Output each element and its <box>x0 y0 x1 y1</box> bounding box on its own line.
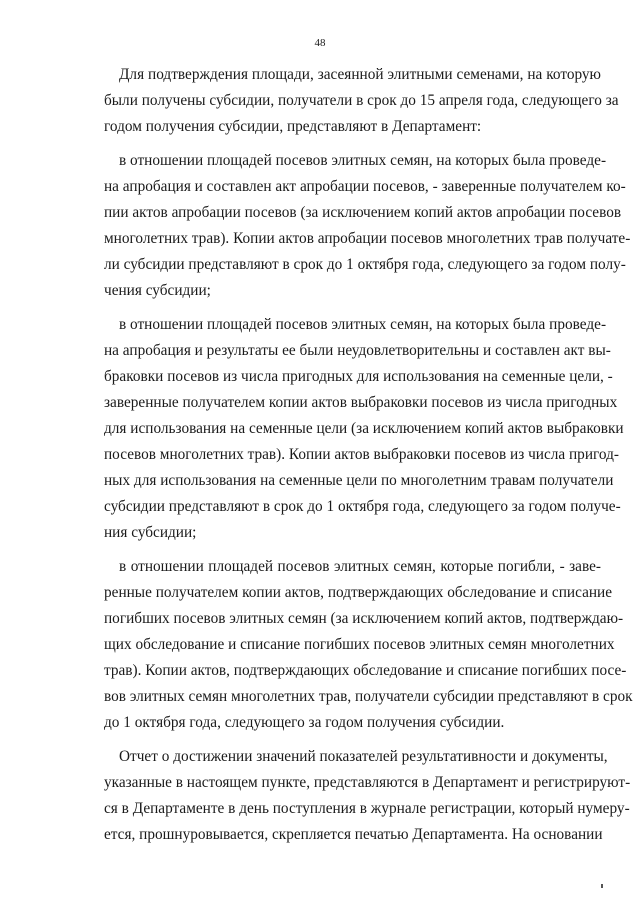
paragraph-2-line-1: в отношении площадей посевов элитных семян, на которых была проведе- <box>119 152 607 169</box>
paragraph-3-line-9: ния субсидии; <box>104 524 197 541</box>
paragraph-4-line-3: погибших посевов элитных семян (за исключением копий актов, подтверждаю- <box>104 610 624 627</box>
page-number: 48 <box>314 37 326 49</box>
paragraph-5-line-1: Отчет о достижении значений показателей результативности и документы, <box>119 748 608 765</box>
paragraph-2-line-2: на апробация и составлен акт апробации посевов, - заверенные получателем ко- <box>104 178 626 195</box>
paragraph-4-line-4: щих обследование и списание погибших посевов элитных семян многолетних <box>104 636 615 653</box>
paragraph-5-line-4: ется, прошнуровывается, скрепляется печатью Департамента. На основании <box>104 826 603 843</box>
paragraph-3-line-5: для использования на семенные цели (за исключением копий актов выбраковки <box>104 420 624 437</box>
paragraph-2-line-4: многолетних трав). Копии актов апробации посевов многолетних трав получате- <box>104 230 631 247</box>
paragraph-4-line-1: в отношении площадей посевов элитных семян, которые погибли, - заве- <box>119 558 601 575</box>
paragraph-3-line-8: субсидии представляют в срок до 1 октября года, следующего за годом получе- <box>104 498 621 515</box>
paragraph-5-line-3: ся в Департаменте в день поступления в журнале регистрации, который нумеру- <box>104 800 630 817</box>
paragraph-1-line-2: были получены субсидии, получатели в срок до 15 апреля года, следующего за <box>104 92 619 109</box>
paragraph-4-line-6: вов элитных семян многолетних трав, получатели субсидии представляют в срок <box>104 688 633 705</box>
paragraph-2-line-5: ли субсидии представляют в срок до 1 октября года, следующего за годом полу- <box>104 256 626 273</box>
paragraph-3-line-3: браковки посевов из числа пригодных для использования на семенные цели, - <box>104 368 613 385</box>
paragraph-1-line-3: годом получения субсидии, представляют в Департамент: <box>104 118 482 135</box>
paragraph-4-line-7: до 1 октября года, следующего за годом получения субсидии. <box>104 714 505 731</box>
scan-mark <box>601 884 603 888</box>
paragraph-1-line-1: Для подтверждения площади, засеянной элитными семенами, на которую <box>119 66 601 83</box>
paragraph-2-line-6: чения субсидии; <box>104 282 211 299</box>
paragraph-3-line-7: ных для использования на семенные цели по многолетним травам получатели <box>104 472 614 489</box>
paragraph-2-line-3: пии актов апробации посевов (за исключением копий актов апробации посевов <box>104 204 622 221</box>
paragraph-3-line-2: на апробация и результаты ее были неудовлетворительны и составлен акт вы- <box>104 342 611 359</box>
paragraph-5-line-2: указанные в настоящем пункте, представляются в Департамент и регистрируют- <box>104 774 631 791</box>
paragraph-3-line-4: заверенные получателем копии актов выбраковки посевов из числа пригодных <box>104 394 618 411</box>
paragraph-4-line-5: трав). Копии актов, подтверждающих обследование и списание погибших посе- <box>104 662 627 679</box>
paragraph-3-line-6: посевов многолетних трав). Копии актов выбраковки посевов из числа пригод- <box>104 446 619 463</box>
paragraph-4-line-2: ренные получателем копии актов, подтверждающих обследование и списание <box>104 584 613 601</box>
paragraph-3-line-1: в отношении площадей посевов элитных семян, на которых была проведе- <box>119 316 607 333</box>
